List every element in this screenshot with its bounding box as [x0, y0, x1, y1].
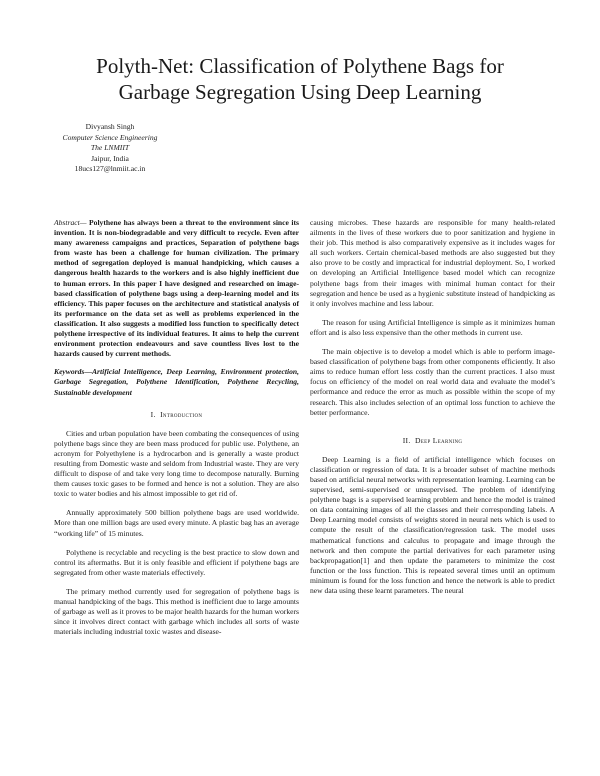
title-line-2: Garbage Segregation Using Deep Learning — [118, 80, 482, 104]
right-column — [310, 218, 555, 596]
paragraph: The reason for using Artificial Intelligence is simple as it minimizes human effort and is also less expensive than the other methods in current use. — [310, 317, 555, 337]
author-location: Jaipur, India — [91, 153, 129, 163]
paper-title — [40, 53, 560, 105]
abstract-label: Abstract— — [54, 218, 87, 227]
paragraph: The primary method currently used for segregation of polythene bags is manual handpicking of the bags. This method is inefficient due to large amounts of garbage as well as it proves to be major health hazards for the human workers since it involves direct contact with garbage which includes all sorts of waste materials including industrial toxic wastes and disease- — [54, 586, 299, 637]
paragraph: causing microbes. These hazards are responsible for many health-related ailments in the lives of these workers due to poor sanitization and hygiene in their job. This method is also comparatively expensive as it includes wages for all such workers. Certain chemical-based methods are also suggested but they also prove to be costly and impractical for industrial deployment. So, I worked on developing an Artificial Intelligence based model which can recognize polythene bags from their images with minimal human contact for their segregation and hence be used as a hygienic substitute instead of handpicking as it only involves machine and less labour. — [310, 218, 555, 308]
paragraph: Polythene is recyclable and recycling is the best practice to slow down and control its aftermaths. But it is only feasible and efficient if polythene bags are segregated from other waste materials effectively. — [54, 547, 299, 577]
paragraph: The main objective is to develop a model which is able to perform image-based classification of polythene bags from other components efficiently. It also aims to reduce human effort less costly than the current practices. I also must focus on efficiency of the model on real world data and evaluate the model’s performance and reduce the error as much as possible within the scope of my research. This also includes selection of an optimal loss function to achieve the better performance. — [310, 347, 555, 417]
keywords — [54, 367, 299, 397]
paragraph: Deep Learning is a field of artificial intelligence which focuses on classification or regression of data. It is a broader subset of machine methods based on artificial neural networks with representation learning. Learning can be supervised, semi-supervised or unsupervised. The problem of identifying polythene bags is a supervised learning problem and hence the model is trained on data containing images of all the classes and their corresponding labels. A Deep Learning model consists of weights stored in neural nets which is used to compute the result of the classification/regression task. The model uses mathematical functions and calculus to propagate and image through the network and then compute the partial derivatives for each parameter using backpropagation[1] and then update the parameters to minimize the cost function or the loss function. This is repeated several times until an optimum minimum is found for the loss function and hence the network is able to predict new data using these learnt parameters. The neural — [310, 454, 555, 595]
section-heading-introduction — [54, 410, 299, 420]
section-title: Deep Learning — [414, 435, 463, 445]
author-affiliation: Computer Science Engineering — [62, 132, 158, 142]
abstract — [54, 218, 299, 359]
author-name: Divyansh Singh — [85, 122, 135, 131]
title-line-1: Polyth-Net: Classification of Polythene Bags for — [96, 54, 504, 78]
abstract-text: Polythene has always been a threat to the environment since its invention. It is non-biodegradable and very difficult to recycle. Even after many awareness campaigns and practices, Separation of polythene bags from waste has been a challenge for human civilization. The primary method of segregation deployed is manual handpicking, which causes a dangerous health hazards to the workers and is also highly inefficient due to human errors. In this paper I have designed and researched on image-based classification of polythene bags using a deep-learning model and its efficiency. This paper focuses on the architecture and statistical analysis of its performance on the data set as well as problems experienced in the classification. It also suggests a modified loss function to specifically detect polythene irrespective of its individual features. It aims to help the current environment protection endeavours and save countless lives lost to the hazards caused by current methods. — [54, 218, 299, 359]
author-institution: The LNMIIT — [90, 143, 130, 152]
author-email: 18ucs127@lnmiit.ac.in — [74, 164, 146, 173]
left-column — [54, 218, 299, 637]
section-title: Introduction — [160, 409, 203, 419]
section-numeral: I. — [150, 409, 156, 419]
section-heading-deep-learning — [310, 436, 555, 446]
section-numeral: II. — [402, 435, 411, 445]
keywords-text: Artificial Intelligence, Deep Learning, Environment protection, Garbage Segregation, Polythene Identification, Polythene Recycling, Sustainable development — [54, 367, 299, 397]
paragraph: Annually approximately 500 billion polythene bags are used worldwide. More than one million bags are used every minute. A plastic bag has an average “working life” of 15 minutes. — [54, 508, 299, 538]
author-block — [0, 122, 220, 175]
paragraph: Cities and urban population have been combating the consequences of using polythene bags since they are been mass produced for public use. Polythene, an acronym for Polyethylene is a hydrocarbon and is generally a waste product resulting from Domestic waste and seldom from Industrial waste. They are very difficult to dispose of and take very long time to decompose naturally. Burning them causes toxic gases to be formed and hence is not a solution. They are also toxic to water bodies and his almost impossible to get rid of. — [54, 428, 299, 499]
keywords-label: Keywords— — [54, 367, 92, 377]
